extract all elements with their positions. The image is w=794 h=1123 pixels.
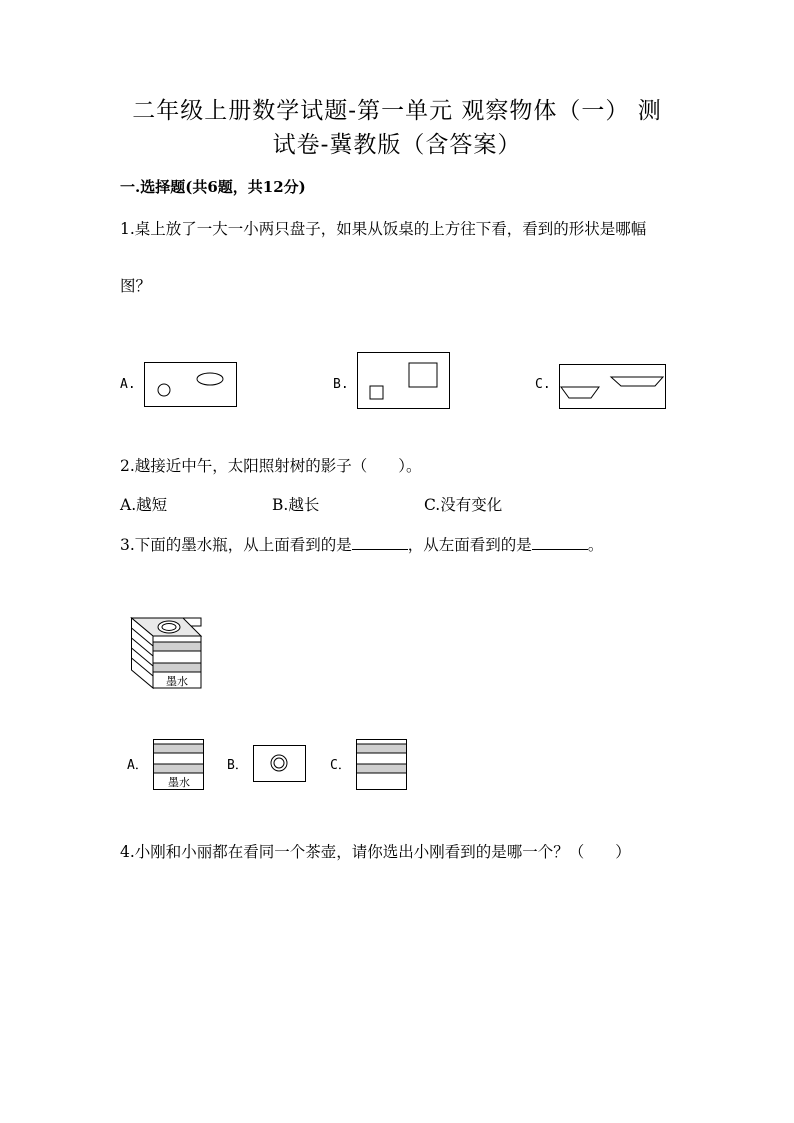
q3-answer-blank-2: [532, 535, 588, 550]
question-4-text: 4.小刚和小丽都在看同一个茶壶，请你选出小刚看到的是哪一个？（ ）: [120, 843, 631, 861]
page-title: [100, 94, 694, 162]
ink-bottle-figure: [131, 614, 207, 690]
q3-option-b-label: B．: [227, 758, 248, 773]
bottle-label: 墨水: [166, 675, 188, 688]
q1-option-a-label: A.: [120, 377, 136, 392]
title-line-1: 二年级上册数学试题-第一单元 观察物体（一） 测: [132, 98, 662, 124]
q3-option-a-label: A．: [127, 758, 148, 773]
small-plate-icon: [158, 384, 170, 396]
q3-option-a-bottle-label: 墨水: [168, 776, 190, 789]
q3-option-b-figure: [253, 745, 307, 783]
question-3-text: [120, 533, 603, 555]
q3-answer-blank-1: [352, 535, 408, 550]
q2-option-a: A.越短: [120, 496, 168, 514]
q2-option-b: B.越长: [272, 496, 320, 514]
title-line-2: 试卷-冀教版（含答案）: [272, 132, 522, 158]
q1-option-c-label: C.: [535, 377, 551, 392]
q1-option-b-label: B.: [333, 377, 349, 392]
q3-text-part-3: 。: [587, 536, 604, 554]
section-heading: 一.选择题(共6题，共12分): [120, 178, 306, 196]
q3-option-c-figure: [356, 739, 408, 791]
q1-option-a-figure: [144, 362, 238, 408]
q3-text-part-1: 3.下面的墨水瓶，从上面看到的是: [120, 536, 352, 554]
large-plate-icon: [197, 373, 223, 385]
q2-option-c: C.没有变化: [424, 496, 503, 514]
question-2-text: 2.越接近中午，太阳照射树的影子（ ）。: [120, 457, 422, 475]
q1-option-c-figure: [559, 364, 667, 410]
q3-option-c-label: C．: [330, 758, 351, 773]
q3-option-a-figure: [153, 739, 205, 791]
q1-option-b-figure: [357, 352, 451, 410]
question-1-text-cont: 图？: [120, 277, 152, 295]
q3-text-part-2: ，从左面看到的是: [407, 536, 532, 554]
question-1-text: 1.桌上放了一大一小两只盘子，如果从饭桌的上方往下看，看到的形状是哪幅: [120, 220, 647, 238]
